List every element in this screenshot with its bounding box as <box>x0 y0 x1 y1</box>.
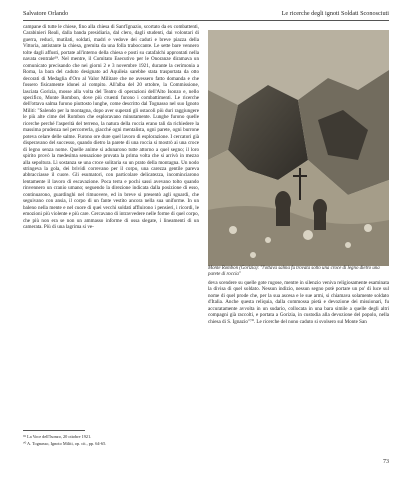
monte-rombon-photo <box>208 30 389 266</box>
photo-illustration <box>208 30 389 266</box>
header-title: Le ricerche degli ignoti Soldati Sconosciuti <box>281 10 389 17</box>
left-column <box>23 24 199 231</box>
photo-caption: Monte Rombon (Gorizia): "l'ottava salma fu trovata sotto una croce di legno dietro una parete di roccia" <box>208 266 380 277</box>
running-header <box>23 8 389 19</box>
header-author: Salvatore Orlando <box>23 10 69 17</box>
footnote-69: ⁶⁹ La Voce dell'Isonzo, 20 ottobre 1921. <box>23 434 92 439</box>
left-column-text: campane di tutte le chiese, fino alla chiesa di Sant'Ignazio, scortato da ex combattenti, Carabinieri Reali, dalla banda presidiaria, dal clero, dagli studenti, dai volontari di guerra, reduci, mutilati, soldati, madri e vedove dei caduti e breve piazza della Vittoria, antistante la chiesa, gremita da una folla traboccante. Le sette bare vennero tolte dagli affusti, portate all'interno della chiesa e posti su catafalchi approntati nella navata centrale⁶⁹. Nel mentre, il Comitato Esecutivo per le Onoranze diramava un comunicato precisando che nei giorni 2 e 3 novembre 1921, durante la cerimonia a Roma, la bara del caduto designato ad Aquileia sarebbe stata trasportata da otto decorati di Medaglia d'Oro al Valor Militare che ne avessero fatto domanda e che fossero fisicamente idonei al compito. All'alba del 20 ottobre, la Commissione, lasciata Gorizia, mosse alla volta del Teatro di operazioni dell'Alto Isonzo e, nello specifico, Monte Rombon, dove più cruenti furono i combattimenti. Le ricerche dell'ottava salma furono piuttosto lunghe, come descritto dal Tognasso nel suo Ignoto Militi: "Salendo per la montagna, dopo aver superati gli ostacoli più duri raggiungere le più alte cime del Rombon che esploravano minutamente. Lunghe furono quelle ricerche perché l'asperità del terreno, la natura della roccia erano tali da richiedere la massima prudenza nel percorrerla, giacché ogni mentalista, ogni parete, ogni burrone poteva celare delle salme. Furono ore dure quel lavoro di esplorazione. I cercatori già disperavano del successo, quando dietro la parete di una roccia si mostrò ai una croce di legno senza nome. Quelle anime si adunarono tutte attorno a quel segno; il loro spirito provò la medesima sensazione provata la prima volta che si arrivò in mezzo alla sepoltura. Lì sostanza se una croce solitaria su un prato della montagna. Un nodo stringeva la gola, dei brividi correvano per il corpo, una carezza gentile pareva abbracciasse il cuore. Gli esumatori, con particolare delicatezza, incominciarono lentamente il lavoro di escavazione. Poca terra e pochi sassi avevano tolto quando rinvennero un cranio umano; seguendo la direzione indicata dalla posizione di esso, continuarono, guardinghi nel rimuovere, ed in breve si presentò agli sguardi, che seguivano con ansia, il corpo di un fante vestito ancora nella sua uniforme. In un baleno nella mente e nel cuore di quei vecchi soldati affluirono i pensieri, i ricordi, le emozioni più violente e più care. Cercavano di intravvedere nelle forme di quel corpo, che più non era se non un ammasso informe di ossa slegate, i lineamenti di un camerata. Più di una lagrima si ve- <box>23 24 199 231</box>
header-rule <box>23 20 389 21</box>
footnote-rule <box>23 430 85 431</box>
right-column <box>208 280 389 325</box>
footnote-70: ⁷⁰ A. Tognasso, Ignoto Militi, op. cit., pp. 64-65. <box>23 441 107 446</box>
page-number: 73 <box>383 459 389 465</box>
right-column-text: deva scendere su quelle gote rugose, mentre in silenzio veniva religiosamente esaminata la divisa di quel soldato. Nessun indizio, nessun segno potè portare un po' di luce sul nome di quel prode che, per la sua ascesa e le sue armi, si chiamava solamente soldato d'Italia. Anche questa reliquia, dalla commossa pietà e devozione dei missionari, fu accuratamente avvolta in un sudario, collocata in una bara simile a quelle degli altri compagni già raccolti, e portata a Gorizia, in custodia alla devozione del popolo, nella chiesa di S. Ignazio"⁷⁰. Le ricerche del nono caduto si svolsero sul Monte San <box>208 280 389 325</box>
